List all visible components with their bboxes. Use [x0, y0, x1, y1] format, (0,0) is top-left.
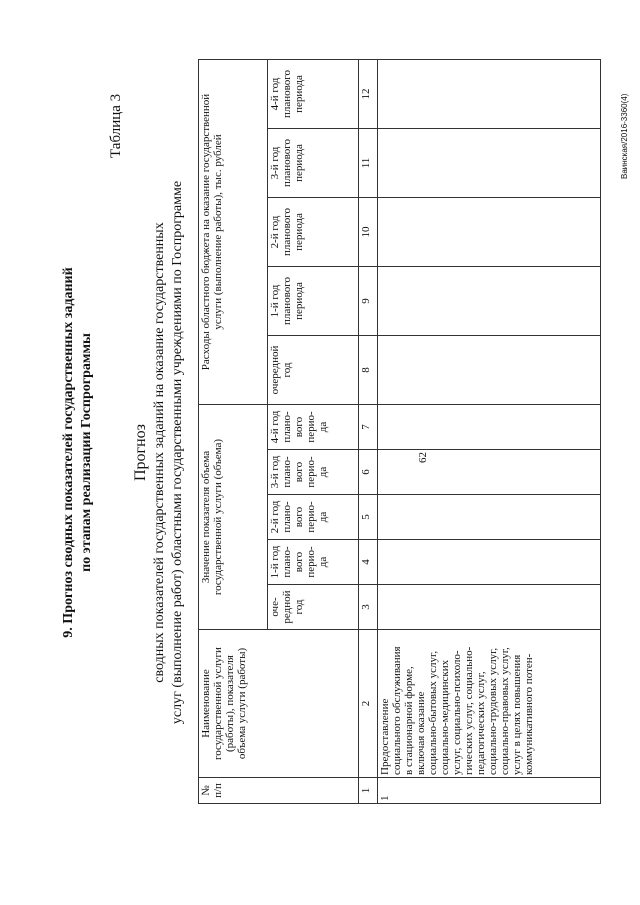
- document-signature: Ваинская/2016-3360(4): [620, 93, 629, 179]
- column-number: 5: [359, 495, 378, 540]
- empty-cell: [378, 336, 601, 405]
- column-number: 8: [359, 336, 378, 405]
- table-label: Таблица 3: [108, 93, 124, 158]
- column-number: 12: [359, 60, 378, 129]
- header-expenses-group: Расходы областного бюджета на оказание государственной услуги (выполнение работы), тыс. рублей: [199, 60, 268, 405]
- empty-cell: [378, 60, 601, 129]
- column-number: 11: [359, 129, 378, 198]
- empty-cell: [378, 540, 601, 585]
- page-number: 62: [417, 452, 429, 463]
- empty-cell: [378, 450, 601, 495]
- section-title: 9. Прогноз сводных показателей государственных заданий: [61, 267, 76, 638]
- header-volume-col: 3-й год плано- вого перио- да: [268, 450, 359, 495]
- forecast-subtitle-line2: услуг (выполнение работ) областными государственными учреждениями по Госпрограмме: [170, 180, 185, 725]
- row-num: 1: [378, 778, 601, 804]
- header-volume-col: 2-й год плано- вого перио- да: [268, 495, 359, 540]
- column-number: 9: [359, 267, 378, 336]
- header-volume-col: оче- редной год: [268, 585, 359, 630]
- section-title-line2: по этапам реализации Госпрограммы: [79, 333, 94, 572]
- row-name: Предоставление социального обслуживания в стационарной форме, включая оказание социально-бытовых услуг, социально-медицинских услуг, социально-психоло- гических услуг, социально- педагогических услуг, социально-трудовых услуг, социально-правовых услуг, услуг в целях повышения коммуникативного потен-: [378, 630, 601, 778]
- header-name: Наименование государственной услуги (работы), показателя объема услуги (работы): [199, 630, 359, 778]
- column-number: 6: [359, 450, 378, 495]
- header-volume-col: 4-й год плано- вого перио- да: [268, 405, 359, 450]
- header-expense-col: 2-й год планового периода: [268, 198, 359, 267]
- empty-cell: [378, 495, 601, 540]
- header-volume-col: 1-й год плано- вого перио- да: [268, 540, 359, 585]
- column-number: 4: [359, 540, 378, 585]
- header-expense-col: 3-й год планового периода: [268, 129, 359, 198]
- empty-cell: [378, 267, 601, 336]
- column-number-row: [359, 60, 378, 804]
- column-number: 1: [359, 778, 378, 804]
- empty-cell: [378, 585, 601, 630]
- header-num: № п/п: [199, 778, 359, 804]
- header-expense-col: 1-й год планового периода: [268, 267, 359, 336]
- column-number: 3: [359, 585, 378, 630]
- table-row: [378, 60, 601, 804]
- column-number: 7: [359, 405, 378, 450]
- forecast-subtitle: сводных показателей государственных заданий на оказание государственных: [152, 222, 167, 683]
- header-expense-col: 4-й год планового периода: [268, 60, 359, 129]
- column-number: 2: [359, 630, 378, 778]
- header-expense-col: очередной год: [268, 336, 359, 405]
- empty-cell: [378, 405, 601, 450]
- header-volume-group: Значение показателя объема государственной услуги (объема): [199, 405, 268, 630]
- column-number: 10: [359, 198, 378, 267]
- forecast-table: [198, 59, 601, 804]
- empty-cell: [378, 129, 601, 198]
- empty-cell: [378, 198, 601, 267]
- forecast-title: Прогноз: [132, 424, 149, 481]
